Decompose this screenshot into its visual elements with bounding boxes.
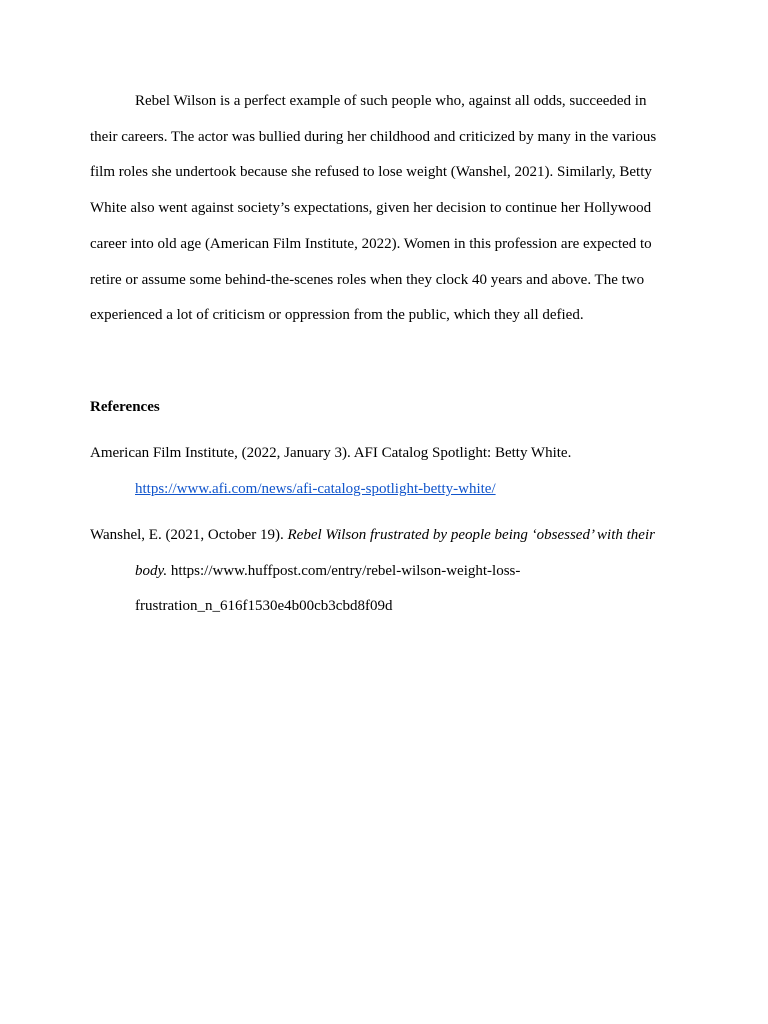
- body-paragraph: Rebel Wilson is a perfect example of such people who, against all odds, succeeded in their careers. The actor was bullied during her childhood and criticized by many in the various film roles she undertook because she refused to lose weight (Wanshel, 2021). Similarly, Betty White also went against society’s expectations, given her decision to continue her Hollywood career into old age (American Film Institute, 2022). Women in this profession are expected to retire or assume some behind-the-scenes roles when they clock 40 years and above. The two experienced a lot of criticism or oppression from the public, which they all defied.: [90, 93, 657, 324]
- reference-entry-afi: [90, 436, 675, 507]
- reference-afi-link[interactable]: https://www.afi.com/news/afi-catalog-spotlight-betty-white/: [135, 480, 496, 497]
- reference-wanshel-title: Rebel Wilson frustrated by people being ‘obsessed’ with their body.: [135, 527, 655, 579]
- reference-wanshel-url: https://www.huffpost.com/entry/rebel-wilson-weight-loss-frustration_n_616f1530e4b00cb3cbd8f09d: [135, 562, 521, 615]
- reference-wanshel-author: Wanshel, E. (2021, October 19).: [90, 527, 288, 543]
- reference-afi-text: American Film Institute, (2022, January 3). AFI Catalog Spotlight: Betty White.: [90, 445, 572, 461]
- references-heading: References: [90, 399, 160, 415]
- reference-entry-wanshel: [90, 518, 675, 625]
